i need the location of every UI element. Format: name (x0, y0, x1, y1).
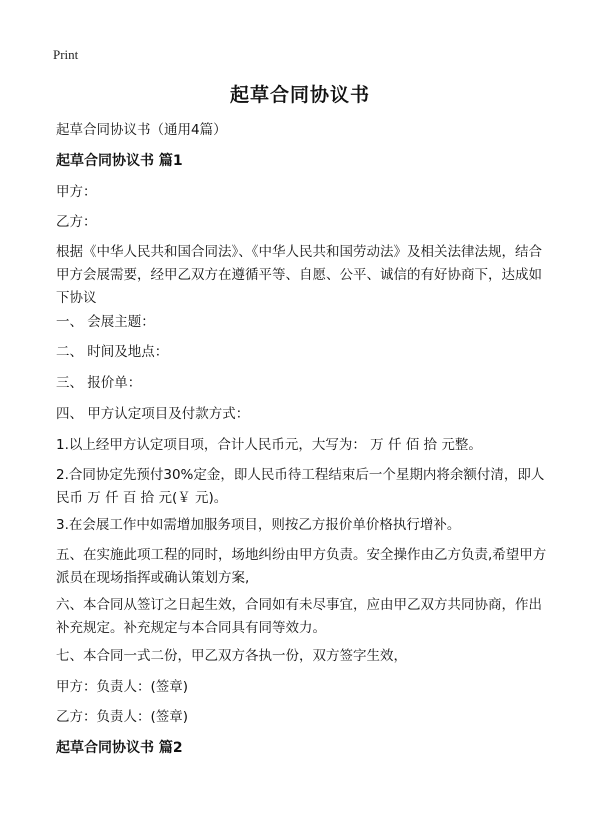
clause-6: 六、本合同从签订之日起生效，合同如有未尽事宜，应由甲乙双方共同协商，作出补充规定。补充规定与本合同具有同等效力。 (56, 597, 542, 636)
clause-5: 五、在实施此项工程的同时，场地纠纷由甲方负责。安全操作由乙方负责,希望甲方派员在现场指挥或确认策划方案, (56, 547, 547, 586)
print-link[interactable]: Print (53, 47, 79, 62)
payment-item-1: 1.以上经甲方认定项目项，合计人民币元，大写为： 万 仟 佰 拾 元整。 (56, 437, 482, 453)
intro-paragraph: 根据《中华人民共和国合同法》、《中华人民共和国劳动法》及相关法律法规，结合甲方会展需要，经甲乙双方在遵循平等、自愿、公平、诚信的有好协商下，达成如下协议 (56, 244, 542, 306)
clause-7: 七、本合同一式二份，甲乙双方各执一份，双方签字生效， (56, 648, 407, 664)
document-subtitle: 起草合同协议书（通用4篇） (56, 122, 227, 138)
party-b-signature: 乙方：负责人：(签章) (56, 709, 189, 725)
party-a-signature: 甲方：负责人：(签章) (56, 679, 189, 695)
clause-4: 四、 甲方认定项目及付款方式： (56, 406, 250, 422)
clause-1: 一、 会展主题： (56, 314, 155, 330)
payment-item-3: 3.在会展工作中如需增加服务项目，则按乙方报价单价格执行增补。 (56, 517, 461, 533)
section-2-heading: 起草合同协议书 篇2 (56, 740, 183, 756)
section-1-heading: 起草合同协议书 篇1 (56, 153, 183, 169)
clause-3: 三、 报价单： (56, 375, 142, 391)
clause-2: 二、 时间及地点： (56, 344, 169, 360)
party-b-label: 乙方： (56, 214, 97, 230)
party-a-label: 甲方： (56, 184, 97, 200)
payment-item-2: 2.合同协定先预付30%定金，即人民币待工程结束后一个星期内将余额付清，即人民币 万 仟 百 拾 元(￥ 元)。 (56, 467, 545, 506)
document-title: 起草合同协议书 (229, 84, 370, 106)
